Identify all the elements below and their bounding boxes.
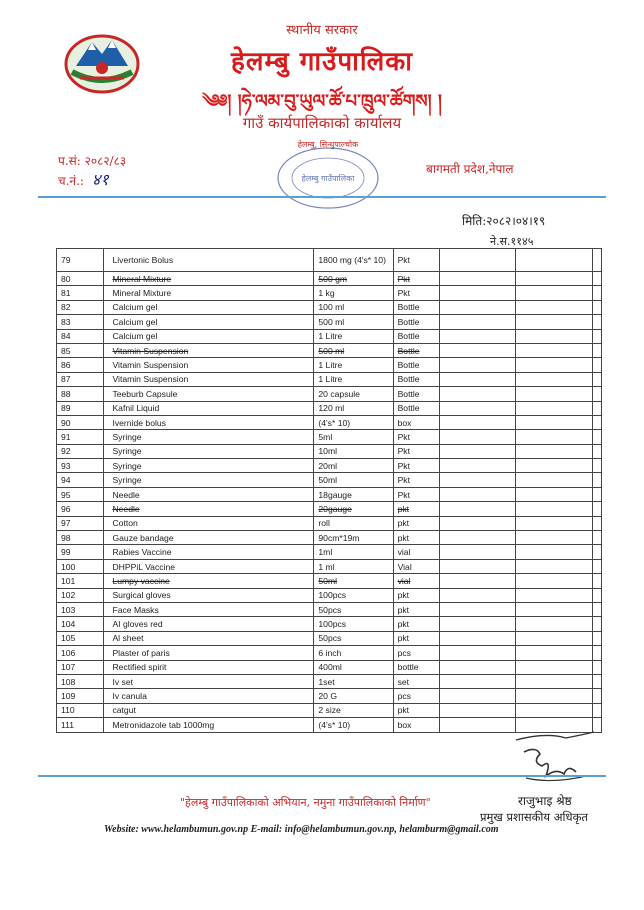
item-quantity: (4's* 10) (314, 718, 393, 732)
empty-cell (439, 430, 516, 444)
item-name: Mineral Mixture (104, 286, 314, 300)
item-number: 79 (57, 249, 104, 272)
item-quantity: 20 G (314, 689, 393, 703)
empty-cell (593, 487, 602, 501)
item-quantity: 2 size (314, 703, 393, 717)
empty-cell (593, 674, 602, 688)
item-quantity: 1 Litre (314, 372, 393, 386)
item-quantity: 90cm*19m (314, 531, 393, 545)
item-unit: pkt (393, 703, 439, 717)
empty-cell (593, 574, 602, 588)
item-unit: Bottle (393, 315, 439, 329)
item-name: Al sheet (104, 631, 314, 645)
table-row (57, 473, 602, 487)
item-number: 97 (57, 516, 104, 530)
item-quantity: roll (314, 516, 393, 530)
empty-cell (516, 602, 593, 616)
item-name: Gauze bandage (104, 531, 314, 545)
table-row (57, 703, 602, 717)
item-unit: Pkt (393, 473, 439, 487)
footer-divider (38, 775, 606, 777)
table-row (57, 300, 602, 314)
item-quantity: 1 ml (314, 559, 393, 573)
date-label: मिति:२०८२।०४।१९ (462, 214, 546, 228)
item-unit: set (393, 674, 439, 688)
empty-cell (593, 372, 602, 386)
item-name: Calcium gel (104, 315, 314, 329)
item-number: 81 (57, 286, 104, 300)
item-number: 85 (57, 343, 104, 357)
empty-cell (516, 315, 593, 329)
empty-cell (516, 358, 593, 372)
empty-cell (439, 602, 516, 616)
item-name: Mineral Mixture (104, 272, 314, 286)
table-row (57, 343, 602, 357)
item-unit: Pkt (393, 459, 439, 473)
item-number: 109 (57, 689, 104, 703)
empty-cell (439, 444, 516, 458)
empty-cell (593, 387, 602, 401)
item-quantity: 6 inch (314, 646, 393, 660)
item-number: 96 (57, 502, 104, 516)
item-quantity: 400ml (314, 660, 393, 674)
item-quantity: 20ml (314, 459, 393, 473)
item-number: 107 (57, 660, 104, 674)
item-unit: Bottle (393, 343, 439, 357)
empty-cell (593, 249, 602, 272)
table-row (57, 459, 602, 473)
item-quantity: 500 ml (314, 343, 393, 357)
item-name: Vitamin Suspension (104, 358, 314, 372)
empty-cell (593, 602, 602, 616)
empty-cell (439, 588, 516, 602)
empty-cell (593, 660, 602, 674)
empty-cell (593, 343, 602, 357)
empty-cell (439, 531, 516, 545)
item-name: Plaster of paris (104, 646, 314, 660)
item-unit: box (393, 718, 439, 732)
item-number: 103 (57, 602, 104, 616)
table-row (57, 286, 602, 300)
table-row (57, 444, 602, 458)
item-quantity: 50ml (314, 473, 393, 487)
item-number: 80 (57, 272, 104, 286)
empty-cell (593, 531, 602, 545)
empty-cell (439, 703, 516, 717)
item-quantity: 20gauge (314, 502, 393, 516)
empty-cell (593, 272, 602, 286)
table-row (57, 574, 602, 588)
empty-cell (439, 689, 516, 703)
item-unit: Bottle (393, 387, 439, 401)
table-row (57, 516, 602, 530)
item-quantity: 1set (314, 674, 393, 688)
empty-cell (593, 459, 602, 473)
table-row (57, 502, 602, 516)
item-unit: pcs (393, 646, 439, 660)
empty-cell (439, 315, 516, 329)
signer-title: प्रमुख प्रशासकीय अधिकृत (480, 810, 588, 824)
empty-cell (516, 249, 593, 272)
item-name: Iv set (104, 674, 314, 688)
item-quantity: 100pcs (314, 588, 393, 602)
item-unit: Bottle (393, 358, 439, 372)
empty-cell (516, 343, 593, 357)
empty-cell (516, 444, 593, 458)
item-name: Face Masks (104, 602, 314, 616)
item-number: 91 (57, 430, 104, 444)
item-unit: Bottle (393, 300, 439, 314)
item-name: Syringe (104, 430, 314, 444)
item-number: 98 (57, 531, 104, 545)
empty-cell (516, 459, 593, 473)
empty-cell (439, 487, 516, 501)
item-name: Ivernide bolus (104, 415, 314, 429)
empty-cell (516, 401, 593, 415)
empty-cell (516, 502, 593, 516)
item-number: 84 (57, 329, 104, 343)
item-quantity: 500 ml (314, 315, 393, 329)
empty-cell (439, 459, 516, 473)
table-row (57, 415, 602, 429)
table-row (57, 401, 602, 415)
empty-cell (439, 343, 516, 357)
municipality-title: हेलम्बु गाउँपालिका (231, 47, 413, 77)
empty-cell (516, 516, 593, 530)
empty-cell (516, 617, 593, 631)
item-unit: Pkt (393, 430, 439, 444)
empty-cell (516, 473, 593, 487)
empty-cell (439, 631, 516, 645)
empty-cell (516, 387, 593, 401)
empty-cell (516, 487, 593, 501)
empty-cell (439, 646, 516, 660)
item-name: Needle (104, 502, 314, 516)
item-name: Calcium gel (104, 329, 314, 343)
item-number: 108 (57, 674, 104, 688)
empty-cell (516, 286, 593, 300)
empty-cell (593, 703, 602, 717)
footer-slogan: "हेलम्बु गाउँपालिकाको अभियान, नमुना गाउँपालिकाको निर्माण" (180, 796, 431, 809)
item-number: 110 (57, 703, 104, 717)
item-name: Vitamin Suspension (104, 343, 314, 357)
empty-cell (593, 646, 602, 660)
table-row (57, 531, 602, 545)
item-number: 95 (57, 487, 104, 501)
empty-cell (516, 559, 593, 573)
signer-name: राजुभाइ श्रेष्ठ (518, 794, 572, 808)
item-unit: pcs (393, 689, 439, 703)
empty-cell (516, 703, 593, 717)
empty-cell (439, 473, 516, 487)
item-name: Metronidazole tab 1000mg (104, 718, 314, 732)
item-name: AI gloves red (104, 617, 314, 631)
item-unit: Pkt (393, 249, 439, 272)
item-quantity: 500 gm (314, 272, 393, 286)
empty-cell (593, 502, 602, 516)
empty-cell (439, 387, 516, 401)
item-name: Calcium gel (104, 300, 314, 314)
item-quantity: 5ml (314, 430, 393, 444)
item-name: Surgical gloves (104, 588, 314, 602)
chalani-label: च.नं.: (58, 174, 84, 188)
item-number: 86 (57, 358, 104, 372)
empty-cell (593, 315, 602, 329)
empty-cell (439, 415, 516, 429)
empty-cell (593, 329, 602, 343)
item-name: Vitamin Suspension (104, 372, 314, 386)
item-unit: Bottle (393, 329, 439, 343)
table-row (57, 660, 602, 674)
office-stamp (272, 138, 384, 212)
item-quantity: 18gauge (314, 487, 393, 501)
item-unit: Pkt (393, 286, 439, 300)
item-name: Rectified spirit (104, 660, 314, 674)
item-number: 104 (57, 617, 104, 631)
item-number: 90 (57, 415, 104, 429)
table-row (57, 487, 602, 501)
item-number: 92 (57, 444, 104, 458)
item-name: DHPPiL Vaccine (104, 559, 314, 573)
empty-cell (516, 674, 593, 688)
item-quantity: 50pcs (314, 602, 393, 616)
empty-cell (439, 559, 516, 573)
table-row (57, 430, 602, 444)
item-quantity: 1ml (314, 545, 393, 559)
empty-cell (439, 358, 516, 372)
nepal-sambat-label: ने.स.११४५ (490, 235, 534, 248)
item-number: 105 (57, 631, 104, 645)
empty-cell (439, 272, 516, 286)
table-row (57, 559, 602, 573)
item-number: 82 (57, 300, 104, 314)
item-unit: pkt (393, 588, 439, 602)
province-label: बागमती प्रदेश,नेपाल (426, 162, 514, 176)
header-divider (38, 196, 606, 198)
empty-cell (593, 631, 602, 645)
item-number: 89 (57, 401, 104, 415)
item-number: 99 (57, 545, 104, 559)
item-quantity: 100pcs (314, 617, 393, 631)
item-quantity: 10ml (314, 444, 393, 458)
empty-cell (516, 689, 593, 703)
empty-cell (439, 674, 516, 688)
municipality-title-sherpa: ༄༅། །ཧེ་ལམ་བུ་ཡུལ་ཚོ་པ་ཁྲུལ་ཚོགས། ། (202, 91, 442, 112)
table-row (57, 372, 602, 386)
empty-cell (439, 502, 516, 516)
contact-info: Website: www.helambumun.gov.np E-mail: info@helambumun.gov.np, helamburm@gmail.com (104, 824, 499, 835)
empty-cell (439, 286, 516, 300)
item-unit: pkt (393, 502, 439, 516)
empty-cell (593, 689, 602, 703)
empty-cell (439, 516, 516, 530)
empty-cell (516, 329, 593, 343)
empty-cell (439, 617, 516, 631)
item-unit: bottle (393, 660, 439, 674)
item-unit: Pkt (393, 444, 439, 458)
item-name: Kafnil Liquid (104, 401, 314, 415)
item-unit: Pkt (393, 487, 439, 501)
empty-cell (593, 444, 602, 458)
item-unit: pkt (393, 516, 439, 530)
item-name: catgut (104, 703, 314, 717)
item-unit: Bottle (393, 372, 439, 386)
empty-cell (439, 718, 516, 732)
item-unit: pkt (393, 631, 439, 645)
item-number: 88 (57, 387, 104, 401)
item-number: 94 (57, 473, 104, 487)
item-quantity: 1800 mg (4's* 10) (314, 249, 393, 272)
item-unit: box (393, 415, 439, 429)
item-number: 106 (57, 646, 104, 660)
empty-cell (516, 588, 593, 602)
item-number: 101 (57, 574, 104, 588)
stamp-text: हेलम्बु गाउँपालिका (301, 174, 355, 183)
item-quantity: 1 kg (314, 286, 393, 300)
empty-cell (516, 545, 593, 559)
table-row (57, 617, 602, 631)
item-unit: Pkt (393, 272, 439, 286)
table-row (57, 358, 602, 372)
empty-cell (593, 559, 602, 573)
table-row (57, 602, 602, 616)
item-quantity: 50pcs (314, 631, 393, 645)
district-label: हेलम्बु, सिन्धुपाल्चोक (297, 140, 359, 149)
table-row (57, 387, 602, 401)
items-table (56, 248, 602, 733)
empty-cell (593, 300, 602, 314)
table-row (57, 249, 602, 272)
empty-cell (439, 545, 516, 559)
table-row (57, 689, 602, 703)
empty-cell (516, 430, 593, 444)
local-gov-label: स्थानीय सरकार (286, 23, 358, 38)
table-row (57, 674, 602, 688)
empty-cell (593, 286, 602, 300)
empty-cell (439, 401, 516, 415)
empty-cell (516, 646, 593, 660)
empty-cell (593, 617, 602, 631)
item-name: Needle (104, 487, 314, 501)
empty-cell (516, 574, 593, 588)
table-row (57, 646, 602, 660)
item-name: Syringe (104, 444, 314, 458)
item-number: 100 (57, 559, 104, 573)
empty-cell (439, 574, 516, 588)
table-row (57, 315, 602, 329)
item-name: Syringe (104, 473, 314, 487)
table-row (57, 588, 602, 602)
table-row (57, 631, 602, 645)
item-name: Syringe (104, 459, 314, 473)
empty-cell (593, 415, 602, 429)
item-unit: pkt (393, 531, 439, 545)
empty-cell (516, 660, 593, 674)
empty-cell (593, 473, 602, 487)
empty-cell (593, 358, 602, 372)
item-number: 102 (57, 588, 104, 602)
item-name: Livertonic Bolus (104, 249, 314, 272)
empty-cell (593, 516, 602, 530)
item-unit: vial (393, 545, 439, 559)
item-unit: vial (393, 574, 439, 588)
item-quantity: 50ml (314, 574, 393, 588)
item-number: 87 (57, 372, 104, 386)
item-name: Cotton (104, 516, 314, 530)
empty-cell (516, 531, 593, 545)
item-unit: Vial (393, 559, 439, 573)
item-quantity: (4's* 10) (314, 415, 393, 429)
item-quantity: 20 capsule (314, 387, 393, 401)
handwritten-signature (506, 728, 596, 792)
empty-cell (439, 372, 516, 386)
empty-cell (516, 300, 593, 314)
empty-cell (593, 430, 602, 444)
empty-cell (516, 631, 593, 645)
item-number: 93 (57, 459, 104, 473)
item-number: 83 (57, 315, 104, 329)
empty-cell (439, 660, 516, 674)
item-unit: pkt (393, 617, 439, 631)
item-name: Rabies Vaccine (104, 545, 314, 559)
item-name: Iv canula (104, 689, 314, 703)
office-title: गाउँ कार्यपालिकाको कार्यालय (242, 114, 402, 132)
table-row (57, 545, 602, 559)
empty-cell (593, 401, 602, 415)
item-quantity: 1 Litre (314, 358, 393, 372)
item-quantity: 120 ml (314, 401, 393, 415)
empty-cell (439, 329, 516, 343)
item-unit: pkt (393, 602, 439, 616)
chalani-number: ४१ (92, 170, 109, 189)
empty-cell (593, 545, 602, 559)
item-quantity: 1 Litre (314, 329, 393, 343)
reference-number: प.सं: २०८२/८३ (58, 154, 127, 168)
item-number: 111 (57, 718, 104, 732)
empty-cell (593, 588, 602, 602)
item-quantity: 100 ml (314, 300, 393, 314)
empty-cell (516, 372, 593, 386)
table-row (57, 329, 602, 343)
item-unit: Bottle (393, 401, 439, 415)
empty-cell (516, 272, 593, 286)
item-name: Teeburb Capsule (104, 387, 314, 401)
empty-cell (439, 249, 516, 272)
table-row (57, 272, 602, 286)
item-name: Lumpy vaccine (104, 574, 314, 588)
empty-cell (516, 415, 593, 429)
empty-cell (439, 300, 516, 314)
